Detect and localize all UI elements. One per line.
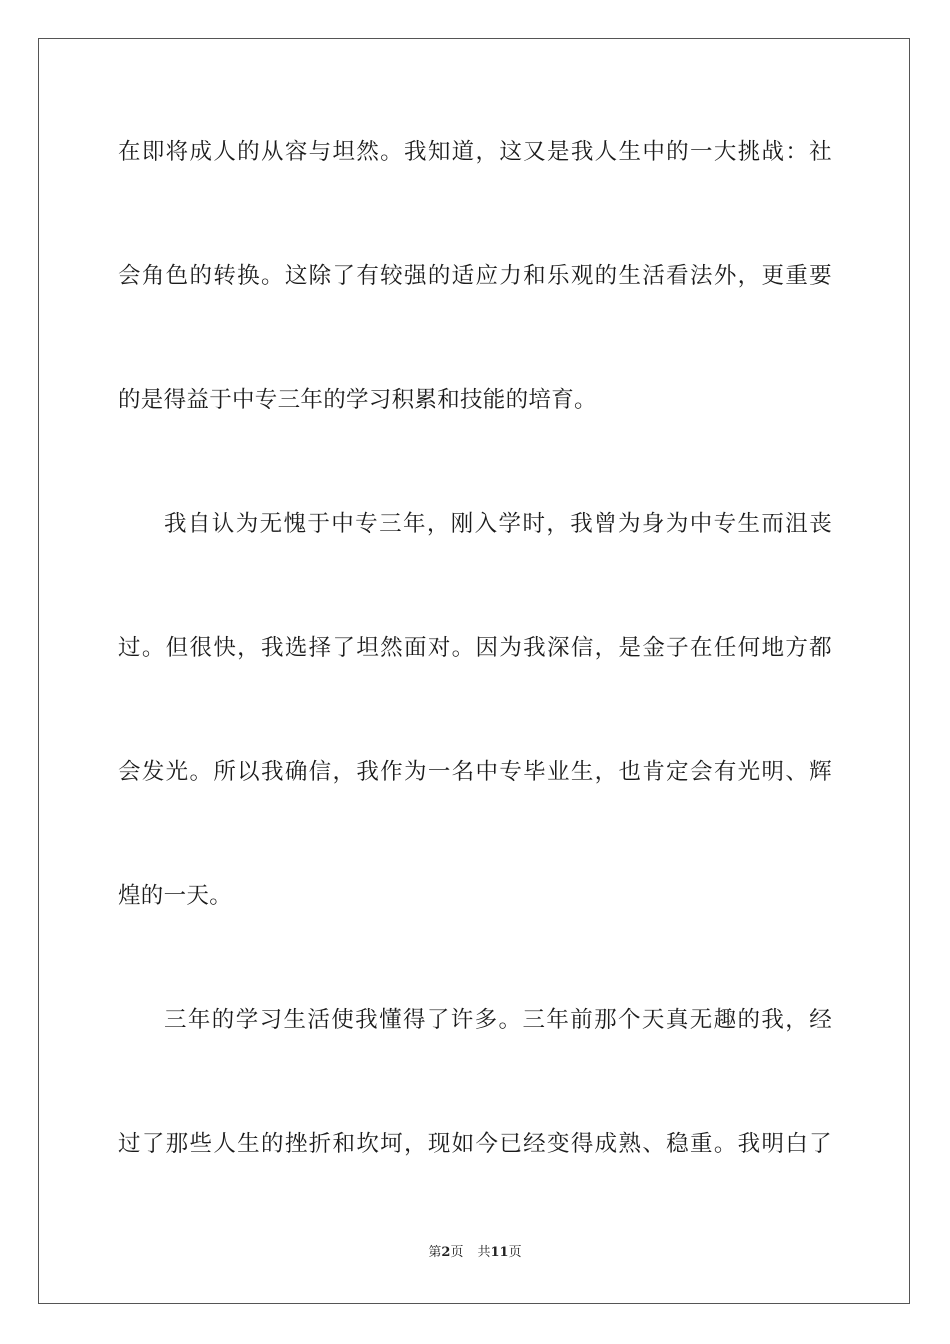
footer-total-pages: 11 [490,1245,509,1260]
text-line-2: 会角色的转换。这除了有较强的适应力和乐观的生活看法外，更重要 [118,263,832,289]
footer-page-number: 2 [441,1245,451,1260]
footer-page-prefix: 第 [428,1245,442,1260]
footer-page-suffix: 页 [450,1245,464,1260]
footer-total-suffix: 页 [508,1245,522,1260]
footer-total-prefix: 共 [477,1245,491,1260]
text-line-9: 过了那些人生的挫折和坎坷，现如今已经变得成熟、稳重。我明白了 [118,1131,832,1157]
text-line-3: 的是得益于中专三年的学习积累和技能的培育。 [118,387,597,413]
text-line-1: 在即将成人的从容与坦然。我知道，这又是我人生中的一大挑战：社 [118,139,832,165]
page-footer [0,1243,950,1263]
page-frame [38,38,910,1304]
text-line-8: 三年的学习生活使我懂得了许多。三年前那个天真无趣的我，经 [164,1007,832,1033]
text-line-7: 煌的一天。 [118,883,233,909]
text-line-5: 过。但很快，我选择了坦然面对。因为我深信，是金子在任何地方都 [118,635,832,661]
text-line-6: 会发光。所以我确信，我作为一名中专毕业生，也肯定会有光明、辉 [118,759,832,785]
text-line-4: 我自认为无愧于中专三年，刚入学时，我曾为身为中专生而沮丧 [164,511,832,537]
